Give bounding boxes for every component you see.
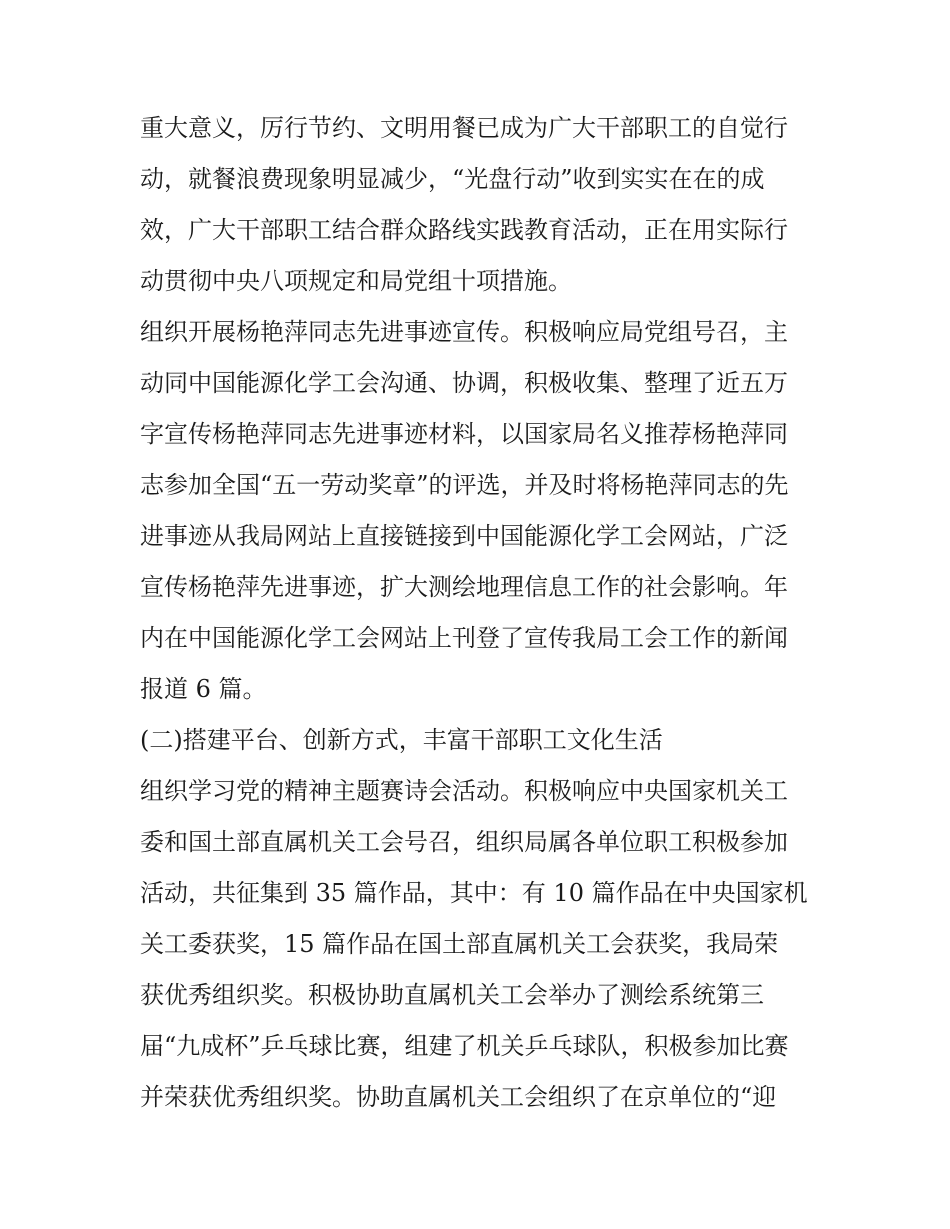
section-heading: (二)搭建平台、创新方式，丰富干部职工文化生活 — [140, 726, 663, 754]
text-line-16: 活动，共征集到 35 篇作品，其中：有 10 篇作品在中央国家机 — [140, 879, 808, 907]
text-line-9: 进事迹从我局网站上直接链接到中国能源化学工会网站，广泛 — [140, 522, 788, 550]
text-line-15: 委和国土部直属机关工会号召，组织局属各单位职工积极参加 — [140, 828, 788, 856]
text-line-1: 重大意义，厉行节约、文明用餐已成为广大干部职工的自觉行 — [140, 114, 788, 142]
text-line-3: 效，广大干部职工结合群众路线实践教育活动，正在用实际行 — [140, 216, 788, 244]
text-line-12: 报道 6 篇。 — [140, 675, 267, 703]
text-line-2: 动，就餐浪费现象明显减少，“光盘行动”收到实实在在的成 — [140, 165, 765, 193]
text-line-18: 获优秀组织奖。积极协助直属机关工会举办了测绘系统第三 — [140, 981, 764, 1009]
text-line-19: 届“九成杯”乒乓球比赛，组建了机关乒乓球队，积极参加比赛 — [140, 1032, 789, 1060]
text-line-6: 动同中国能源化学工会沟通、协调，积极收集、整理了近五万 — [140, 369, 788, 397]
text-line-14: 组织学习党的精神主题赛诗会活动。积极响应中央国家机关工 — [140, 777, 788, 805]
text-line-7: 字宣传杨艳萍同志先进事迹材料，以国家局名义推荐杨艳萍同 — [140, 420, 788, 448]
text-line-4: 动贯彻中央八项规定和局党组十项措施。 — [140, 267, 572, 295]
text-line-10: 宣传杨艳萍先进事迹，扩大测绘地理信息工作的社会影响。年 — [140, 573, 788, 601]
text-line-5: 组织开展杨艳萍同志先进事迹宣传。积极响应局党组号召，主 — [140, 318, 788, 346]
text-line-17: 关工委获奖，15 篇作品在国土部直属机关工会获奖，我局荣 — [140, 930, 779, 958]
text-line-8: 志参加全国“五一劳动奖章”的评选，并及时将杨艳萍同志的先 — [140, 471, 789, 499]
text-line-20: 并荣获优秀组织奖。协助直属机关工会组织了在京单位的“迎 — [140, 1083, 777, 1111]
text-line-11: 内在中国能源化学工会网站上刊登了宣传我局工会工作的新闻 — [140, 624, 788, 652]
